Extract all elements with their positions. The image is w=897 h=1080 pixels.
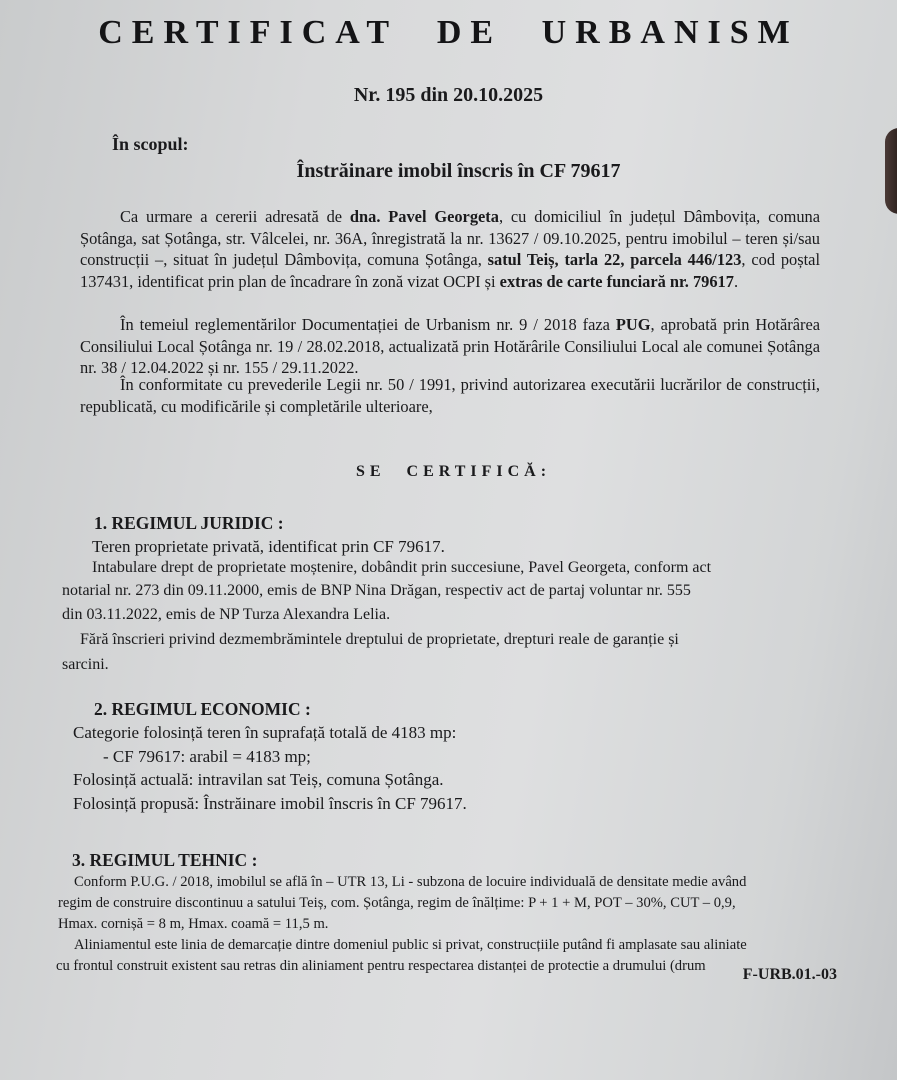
intro-paragraph-request [80,206,820,292]
scope-label: În scopul: [112,134,189,154]
text-run: Ca urmare a cererii adresată de [120,207,350,226]
certifica-heading: SE CERTIFICĂ: [355,463,552,480]
text-run: . [733,271,739,291]
tehnic-line: Hmax. cornișă = 8 m, Hmax. coamă = 11,5 m. [58,916,329,932]
photo-edge-object [885,128,897,214]
intro-paragraph-regulations [80,314,820,379]
section-title-juridic: 1. REGIMUL JURIDIC : [94,513,284,533]
text-run: , cod poștal 137431, identificat prin plan de încadrare în zonă vizat OCPI și [80,250,820,291]
juridic-line: Teren proprietate privată, identificat prin CF 79617. [92,537,445,556]
economic-line: Folosință actuală: intravilan sat Teiș, comuna Șotânga. [73,770,444,789]
property-location: satul Teiș, tarla 22, parcela 446/123 [487,250,742,269]
land-register-extract: extras de carte funciară nr. 79617 [499,271,734,291]
tehnic-line: Aliniamentul este linia de demarcație dintre domeniul public si privat, construcțiile putând fi amplasate sau aliniate [74,937,747,953]
text-run: , aprobată prin Hotărârea Consiliului Local Șotânga nr. 19 / 28.02.2018, actualizată prin Hotărârile Consiliului Local ale comunei Șotânga nr. 38 / 12.04.2022 și nr. 155 / 29.11.2022. [80,315,820,377]
pug-label: PUG [615,315,651,334]
tehnic-line: regim de construire discontinuu a satului Teiș, com. Șotânga, regim de înălțime: P + 1 + M, POT – 30%, CUT – 0,9, [58,895,736,911]
economic-line: Folosință propusă: Înstrăinare imobil înscris în CF 79617. [73,794,467,813]
juridic-line: Fără înscrieri privind dezmembrămintele dreptului de proprietate, drepturi reale de garanție și [80,631,679,648]
form-code: F-URB.01.-03 [742,966,837,983]
juridic-line: notarial nr. 273 din 09.11.2000, emis de BNP Nina Drăgan, respectiv act de partaj voluntar nr. 555 [62,582,691,599]
certificate-number: Nr. 195 din 20.10.2025 [353,84,544,106]
tehnic-line: Conform P.U.G. / 2018, imobilul se află în – UTR 13, Li - subzona de locuire individuală de densitate medie având [74,874,747,890]
juridic-line: din 03.11.2022, emis de NP Turza Alexandra Lelia. [62,606,391,623]
applicant-name: dna. Pavel Georgeta [349,207,499,226]
tehnic-line: cu frontul construit existent sau retras din aliniament pentru respectarea distanței de protectie a drumului (drum [56,958,706,974]
juridic-line: sarcini. [62,656,109,673]
economic-line: - CF 79617: arabil = 4183 mp; [103,747,311,766]
juridic-line: Intabulare drept de proprietate moștenire, dobândit prin succesiune, Pavel Georgeta, conform act [92,559,712,576]
text-run: , cu domiciliul în județul Dâmbovița, comuna Șotânga, sat Șotânga, str. Vâlcelei, nr. 36A, înregistrată la nr. 13627 / 09.10.2025, pentru imobilul – teren și/sau construcții –, situat în județul Dâmbovița, comuna Șotânga, [80,207,820,269]
text-run: În conformitate cu prevederile Legii nr. 50 / 1991, privind autorizarea executării lucrărilor de construcții, republicată, cu modificările și completările ulterioare, [80,375,820,416]
section-title-tehnic: 3. REGIMUL TEHNIC : [72,850,258,870]
economic-line: Categorie folosință teren în suprafață totală de 4183 mp: [73,723,457,742]
section-title-economic: 2. REGIMUL ECONOMIC : [94,699,311,719]
scope-text: Înstrăinare imobil înscris în CF 79617 [296,160,621,182]
text-run: În temeiul reglementărilor Documentației de Urbanism nr. 9 / 2018 faza [120,315,616,334]
document-title: CERTIFICAT DE URBANISM [98,14,799,51]
intro-paragraph-law [80,374,820,417]
